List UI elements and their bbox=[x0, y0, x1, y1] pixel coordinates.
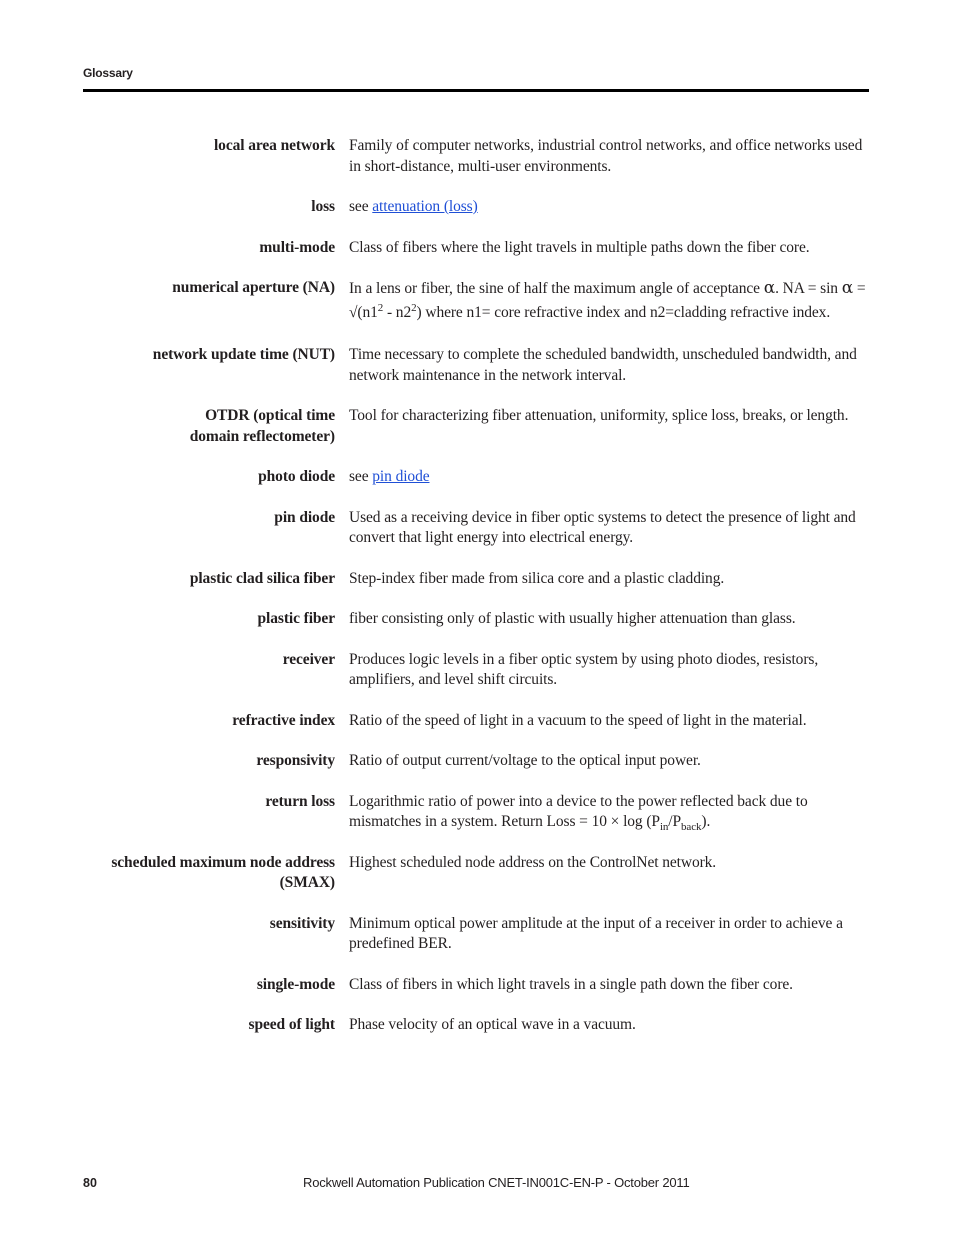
glossary-definition bbox=[349, 276, 871, 325]
glossary-entry bbox=[83, 609, 871, 630]
glossary-definition: Highest scheduled node address on the ControlNet network. bbox=[349, 853, 717, 871]
return-loss-text-1: Logarithmic ratio of power into a device to the power reflected back due to mismatches in a system. Return Loss = 10 × log (P bbox=[349, 792, 808, 830]
glossary-entry bbox=[83, 792, 871, 833]
glossary-term: local area network bbox=[213, 137, 335, 154]
glossary-term: multi-mode bbox=[259, 238, 335, 256]
glossary-entry bbox=[83, 345, 871, 386]
glossary-term: numerical aperture (NA) bbox=[172, 279, 335, 296]
glossary-definition: Class of fibers where the light travels in multiple paths down the fiber core. bbox=[349, 238, 810, 256]
glossary-definition: Phase velocity of an optical wave in a vacuum. bbox=[349, 1016, 636, 1033]
glossary-term: speed of light bbox=[248, 1016, 335, 1033]
superscript-2: 2 bbox=[411, 302, 417, 314]
na-text-2: . NA = sin bbox=[775, 280, 842, 297]
glossary-term bbox=[83, 853, 335, 894]
glossary-term: return loss bbox=[265, 792, 335, 810]
glossary-definition bbox=[349, 467, 871, 488]
alpha-symbol: α bbox=[841, 278, 854, 298]
glossary-definition: Produces logic levels in a fiber optic system by using photo diodes, resistors, amplifiers, and level shift circuits. bbox=[349, 650, 819, 688]
na-text-3: = √(n1 bbox=[349, 280, 866, 321]
pin-diode-link[interactable]: pin diode bbox=[372, 468, 430, 485]
glossary-definition: Used as a receiving device in fiber optic systems to detect the presence of light and convert that light energy into electrical energy. bbox=[349, 508, 856, 546]
glossary-entry bbox=[83, 278, 871, 325]
return-loss-text-3: ). bbox=[701, 813, 711, 830]
na-text-1: In a lens or fiber, the sine of half the maximum angle of acceptance bbox=[349, 280, 764, 297]
glossary-entry bbox=[83, 853, 871, 894]
term-line-1: scheduled maximum node address bbox=[111, 853, 335, 871]
see-prefix: see bbox=[349, 198, 373, 215]
see-prefix: see bbox=[349, 468, 373, 485]
glossary-term: photo diode bbox=[258, 468, 335, 485]
glossary-definition: Time necessary to complete the scheduled bandwidth, unscheduled bandwidth, and network maintenance in the network interval. bbox=[349, 346, 857, 384]
glossary-definition: Tool for characterizing fiber attenuation, uniformity, splice loss, breaks, or length. bbox=[349, 407, 849, 424]
glossary-term: plastic clad silica fiber bbox=[189, 569, 335, 587]
glossary-definition bbox=[349, 197, 871, 218]
glossary-entry bbox=[83, 569, 871, 590]
glossary-term: receiver bbox=[282, 650, 335, 668]
glossary-definition: fiber consisting only of plastic with usually higher attenuation than glass. bbox=[349, 610, 796, 627]
glossary-term bbox=[83, 406, 335, 447]
header-rule bbox=[83, 89, 869, 92]
glossary-definition: Step-index fiber made from silica core and a plastic cladding. bbox=[349, 569, 725, 587]
glossary-entry bbox=[83, 1015, 871, 1036]
glossary-term: single-mode bbox=[256, 975, 335, 993]
attenuation-loss-link[interactable]: attenuation (loss) bbox=[372, 198, 478, 215]
glossary-term: sensitivity bbox=[269, 914, 335, 932]
glossary-entry bbox=[83, 711, 871, 732]
term-line-2: (SMAX) bbox=[279, 874, 335, 891]
glossary-entry bbox=[83, 238, 871, 259]
subscript-back: back bbox=[681, 821, 702, 833]
glossary-term: loss bbox=[311, 198, 335, 215]
superscript-2: 2 bbox=[377, 302, 384, 314]
glossary-entry bbox=[83, 650, 871, 691]
subscript-in: in bbox=[659, 821, 669, 833]
glossary-definition bbox=[349, 792, 871, 833]
glossary-entry bbox=[83, 508, 871, 549]
na-text-5: ) where n1= core refractive index and n2=cladding refractive index. bbox=[416, 304, 831, 321]
glossary-entry bbox=[83, 975, 871, 996]
glossary-entry bbox=[83, 914, 871, 955]
glossary-entry bbox=[83, 136, 871, 177]
glossary-definition: Ratio of the speed of light in a vacuum to the speed of light in the material. bbox=[349, 711, 807, 729]
glossary-entry bbox=[83, 406, 871, 447]
glossary-term: responsivity bbox=[256, 752, 335, 769]
glossary-entry bbox=[83, 751, 871, 772]
glossary-term: refractive index bbox=[232, 711, 335, 729]
glossary-term: plastic fiber bbox=[257, 610, 335, 627]
section-header: Glossary bbox=[83, 66, 133, 80]
page-number: 80 bbox=[83, 1176, 97, 1190]
glossary-definition: Class of fibers in which light travels in a single path down the fiber core. bbox=[349, 975, 793, 993]
glossary-entry bbox=[83, 467, 871, 488]
glossary-list bbox=[83, 136, 871, 1056]
glossary-definition: Family of computer networks, industrial control networks, and office networks used in short-distance, multi-user environments. bbox=[349, 137, 863, 175]
publication-footer: Rockwell Automation Publication CNET-IN001C-EN-P - October 2011 bbox=[303, 1175, 690, 1190]
term-line-1: OTDR (optical time bbox=[205, 407, 335, 424]
glossary-definition: Ratio of output current/voltage to the optical input power. bbox=[349, 752, 701, 769]
term-line-2: domain reflectometer) bbox=[189, 427, 335, 445]
glossary-term: network update time (NUT) bbox=[152, 346, 335, 363]
glossary-definition: Minimum optical power amplitude at the input of a receiver in order to achieve a predefined BER. bbox=[349, 914, 843, 952]
glossary-entry bbox=[83, 197, 871, 218]
return-loss-text-2: /P bbox=[668, 813, 682, 830]
glossary-term: pin diode bbox=[274, 508, 335, 526]
na-text-4: - n2 bbox=[383, 304, 412, 321]
alpha-symbol: α bbox=[763, 278, 776, 298]
